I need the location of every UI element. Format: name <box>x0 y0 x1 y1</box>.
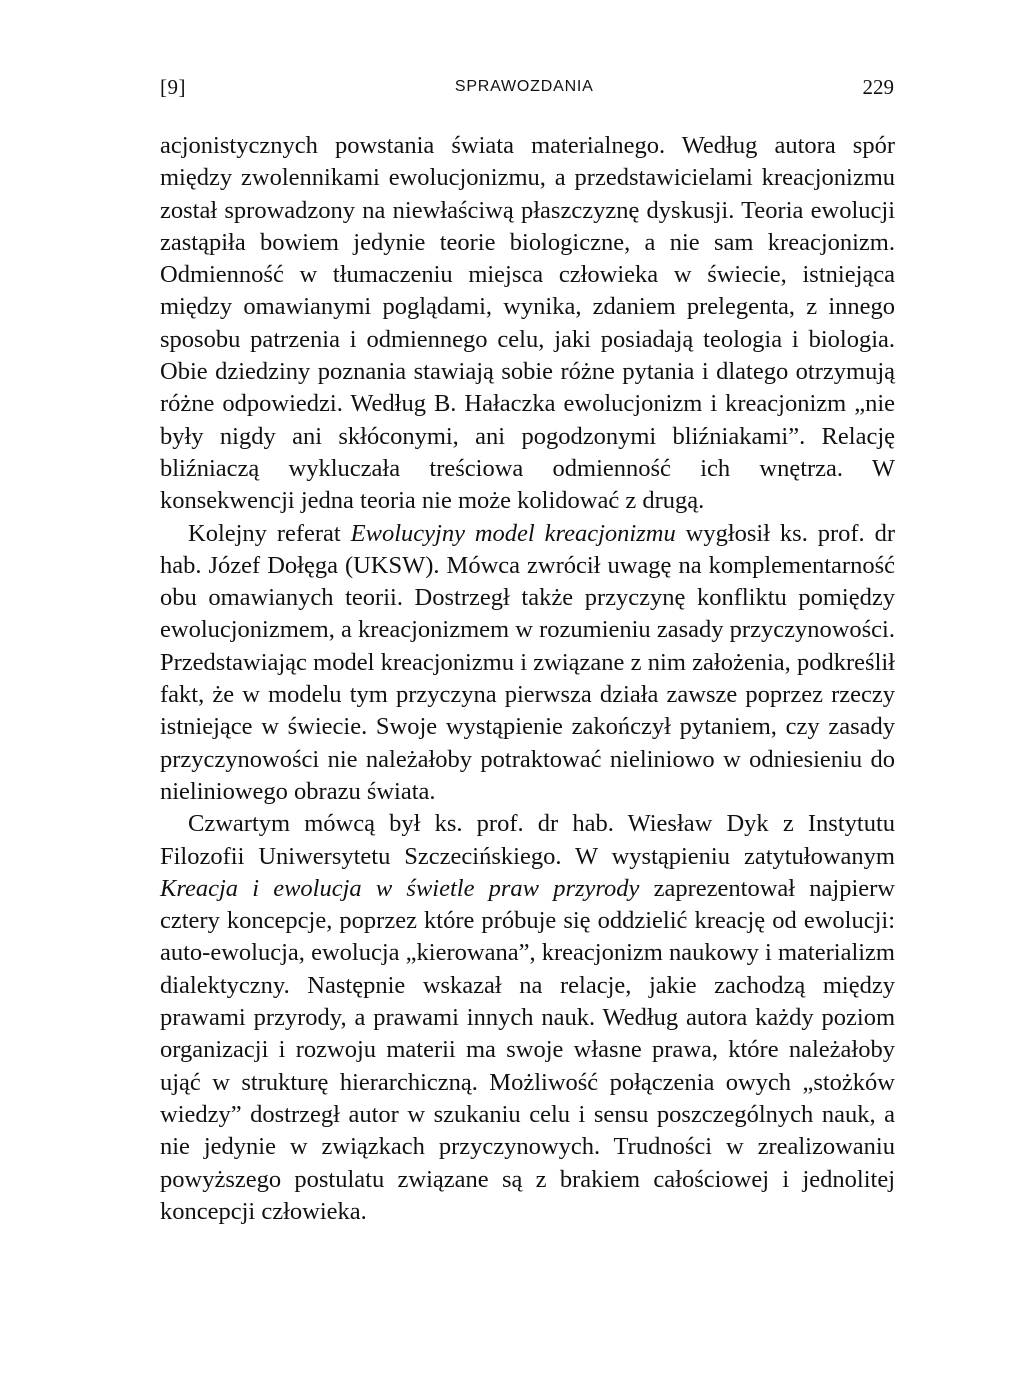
paragraph-2-text-end: wygłosił ks. prof. dr hab. Józef Dołęga (UKSW). Mówca zwrócił uwagę na komplementarność obu omawianych teorii. Dostrzegł także przyczynę konfliktu pomiędzy ewolucjonizmem, a kreacjonizmem w rozumieniu zasady przyczynowości. Przedstawiając model kreacjonizmu i związane z nim założenia, podkreślił fakt, że w modelu tym przyczyna pierwsza działa zawsze poprzez rzeczy istniejące w świecie. Swoje wystąpienie zakończył pytaniem, czy zasady przyczynowości nie należałoby potraktować nieliniowo w odniesieniu do nieliniowego obrazu świata. <box>160 519 895 805</box>
running-head: SPRAWOZDANIA <box>454 78 594 95</box>
paragraph-3 <box>160 808 895 1228</box>
paragraph-2 <box>160 518 895 809</box>
paragraph-3-text-start: Czwartym mówcą był ks. prof. dr hab. Wiesław Dyk z Instytutu Filozofii Uniwersytetu Szczecińskiego. W wystąpieniu zatytułowanym <box>160 810 895 870</box>
paragraph-2-text-start: Kolejny referat <box>188 519 351 547</box>
page-number: 229 <box>862 74 894 99</box>
paper-title-evolutionary-model: Ewolucyjny model kreacjonizmu <box>350 519 676 547</box>
paragraph-3-text-end: zaprezentował najpierw cztery koncepcje, poprzez które próbuje się oddzielić kreację od ewolucji: auto-ewolucja, ewolucja „kierowana”, kreacjonizm naukowy i materializm dialektyczny. Następnie wskazał na relacje, jakie zachodzą między prawami przyrody, a prawami innych nauk. Według autora każdy poziom organizacji i rozwoju materii ma swoje własne prawa, które należałoby ująć w strukturę hierarchiczną. Możliwość połączenia owych „stożków wiedzy” dostrzegł autor w szukaniu celu i sensu poszczególnych nauk, a nie jedynie w związkach przyczynowych. Trudności w zrealizowaniu powyższego postulatu związane są z brakiem całościowej i jednolitej koncepcji człowieka. <box>160 874 895 1225</box>
paragraph-1-text: acjonistycznych powstania świata materialnego. Według autora spór między zwolennikami ewolucjonizmu, a przedstawicielami kreacjonizmu został sprowadzony na niewłaściwą płaszczyznę dyskusji. Teoria ewolucji zastąpiła bowiem jedynie teorie biologiczne, a nie sam kreacjonizm. Odmienność w tłumaczeniu miejsca człowieka w świecie, istniejąca między omawianymi poglądami, wynika, zdaniem prelegenta, z innego sposobu patrzenia i odmiennego celu, jaki posiadają teologia i biologia. Obie dziedziny poznania stawiają sobie różne pytania i dlatego otrzymują różne odpowiedzi. Według B. Hałaczka ewolucjonizm i kreacjonizm „nie były nigdy ani skłóconymi, ani pogodzonymi bliźniakami”. Relację bliźniaczą wykluczała treściowa odmienność ich wnętrza. W konsekwencji jedna teoria nie może kolidować z drugą. <box>160 132 895 515</box>
section-number: [9] <box>160 74 186 99</box>
paragraph-1 <box>160 130 895 518</box>
page-header <box>160 70 894 104</box>
paper-title-creation-and-evolution: Kreacja i ewolucja w świetle praw przyrody <box>160 874 640 902</box>
body-text <box>160 130 895 1228</box>
